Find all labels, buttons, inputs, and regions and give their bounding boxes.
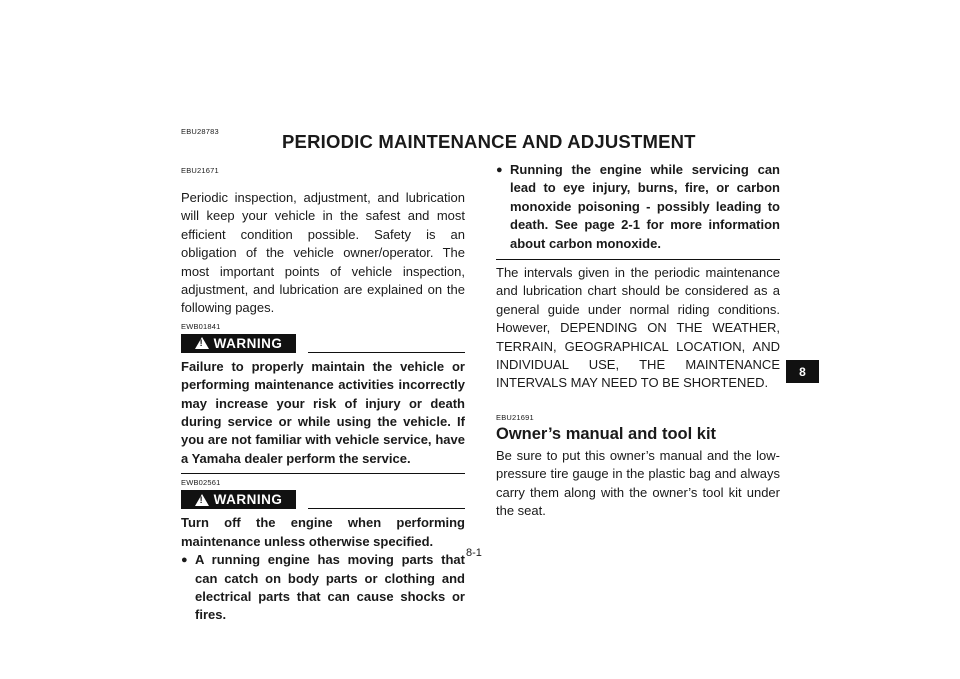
- section-title: Owner’s manual and tool kit: [496, 424, 717, 443]
- warning2-header: [181, 490, 465, 512]
- warning2-text: Turn off the engine when performing maintenance unless otherwise specified.: [181, 515, 465, 549]
- header-code: EBU28783: [181, 127, 219, 136]
- intro-paragraph: Periodic inspection, adjustment, and lubrication will keep your vehicle in the safest and most efficient condition possible. Safety is an obligation of the vehicle owner/operator. The most important points of vehicle inspection, adjustment, and lubrication are explained on the following pages.: [181, 190, 465, 316]
- co-end-rule: [496, 259, 780, 260]
- section-code: EBU21691: [496, 412, 534, 422]
- warning1-text: Failure to properly maintain the vehicle or performing maintenance activities incorrectly may increase your risk of injury or death during service or while using the vehicle. If you are not familiar with vehicle service, have a Yamaha dealer perform the service.: [181, 358, 465, 466]
- section-paragraph: Be sure to put this owner’s manual and the low-pressure tire gauge in the plastic bag and always carry them along with the owner’s tool kit under the seat.: [496, 447, 780, 519]
- warning2-rule: [308, 508, 465, 509]
- chapter-tab: 8: [786, 360, 819, 383]
- warning2-code: EWB02561: [181, 478, 221, 488]
- warning1-label: WARNING: [213, 335, 283, 351]
- intro-code: EBU21671: [181, 166, 219, 175]
- warning1-badge: [181, 334, 296, 353]
- warning-triangle-icon: !: [195, 494, 209, 506]
- intervals-paragraph: The intervals given in the periodic maintenance and lubrication chart should be considered as a general guide under normal riding conditions. However, DEPENDING ON THE WEATHER, TERRAIN, GEOGRAPHICAL LOCATION, AND INDIVIDUAL USE, THE MAINTENANCE INTERVALS MAY NEED TO BE SHORTENED.: [496, 265, 780, 391]
- left-column: [181, 166, 465, 625]
- warning1-header: [181, 334, 465, 356]
- bullet-dot-icon: ●: [496, 164, 503, 176]
- co-bullet-text: Running the engine while servicing can lead to eye injury, burns, fire, or carbon monoxide poisoning - possibly leading to death. See page 2-1 for more information about carbon monoxide.: [510, 162, 780, 251]
- right-column: [496, 161, 780, 521]
- bullet-dot-icon: ●: [181, 554, 188, 567]
- warning2-label: WARNING: [213, 492, 283, 508]
- warning2-bullet-text: A running engine has moving parts that can catch on body parts or clothing and electrical parts that can cause shocks or fires.: [195, 552, 465, 623]
- warning2-bullet: [181, 551, 465, 625]
- page-number: 8-1: [466, 547, 482, 559]
- warning2-badge: [181, 490, 296, 509]
- warning1-rule: [308, 352, 465, 353]
- warning-triangle-icon: !: [195, 337, 209, 349]
- warning1-code: EWB01841: [181, 321, 221, 331]
- co-bullet: [496, 161, 780, 253]
- page-title: PERIODIC MAINTENANCE AND ADJUSTMENT: [282, 131, 696, 152]
- warning1-end-rule: [181, 473, 465, 474]
